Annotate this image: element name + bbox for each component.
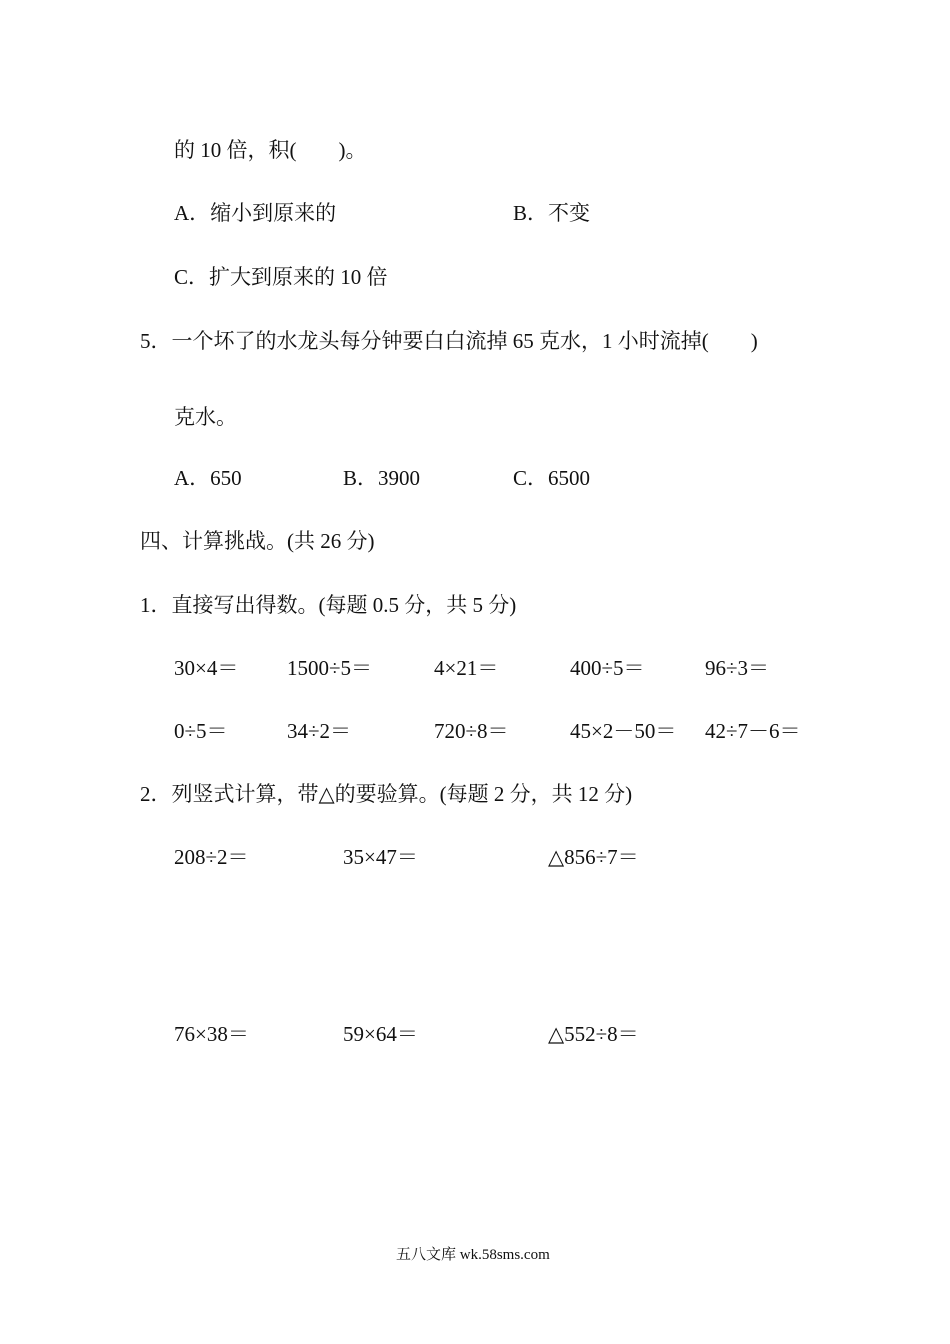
question-4-option-a: A．缩小到原来的: [174, 201, 337, 225]
question-4-option-c: C．扩大到原来的 10 倍: [174, 265, 388, 289]
oral-calc-item: 34÷2＝: [287, 719, 352, 743]
vertical-calc-item: 59×64＝: [343, 1022, 418, 1046]
question-5-text-line1: 5．一个坏了的水龙头每分钟要白白流掉 65 克水，1 小时流掉( ): [140, 329, 758, 353]
oral-calc-item: 1500÷5＝: [287, 656, 373, 680]
vertical-calc-item: △552÷8＝: [548, 1022, 639, 1046]
section-4-title: 四、计算挑战。(共 26 分): [140, 529, 375, 553]
question-4-text: 的 10 倍，积( )。: [174, 138, 367, 162]
vertical-calc-item: 35×47＝: [343, 845, 418, 869]
oral-calc-item: 30×4＝: [174, 656, 239, 680]
oral-calc-item: 42÷7－6＝: [705, 719, 801, 743]
oral-calc-item: 96÷3＝: [705, 656, 770, 680]
oral-calc-item: 720÷8＝: [434, 719, 509, 743]
vertical-calc-item: 76×38＝: [174, 1022, 249, 1046]
page-footer: 五八文库 wk.58sms.com: [396, 1247, 550, 1263]
oral-calc-title: 1．直接写出得数。(每题 0.5 分，共 5 分): [140, 593, 517, 617]
question-4-option-b: B．不变: [513, 201, 591, 225]
oral-calc-item: 45×2－50＝: [570, 719, 677, 743]
vertical-calc-item: 208÷2＝: [174, 845, 249, 869]
question-5-option-c: C．6500: [513, 466, 591, 490]
vertical-calc-item: △856÷7＝: [548, 845, 639, 869]
question-5-option-b: B．3900: [343, 466, 421, 490]
vertical-calc-title: 2．列竖式计算，带△的要验算。(每题 2 分，共 12 分): [140, 782, 633, 806]
oral-calc-item: 400÷5＝: [570, 656, 645, 680]
oral-calc-item: 0÷5＝: [174, 719, 228, 743]
oral-calc-item: 4×21＝: [434, 656, 499, 680]
question-5-option-a: A．650: [174, 466, 242, 490]
question-5-text-line2: 克水。: [174, 405, 237, 429]
